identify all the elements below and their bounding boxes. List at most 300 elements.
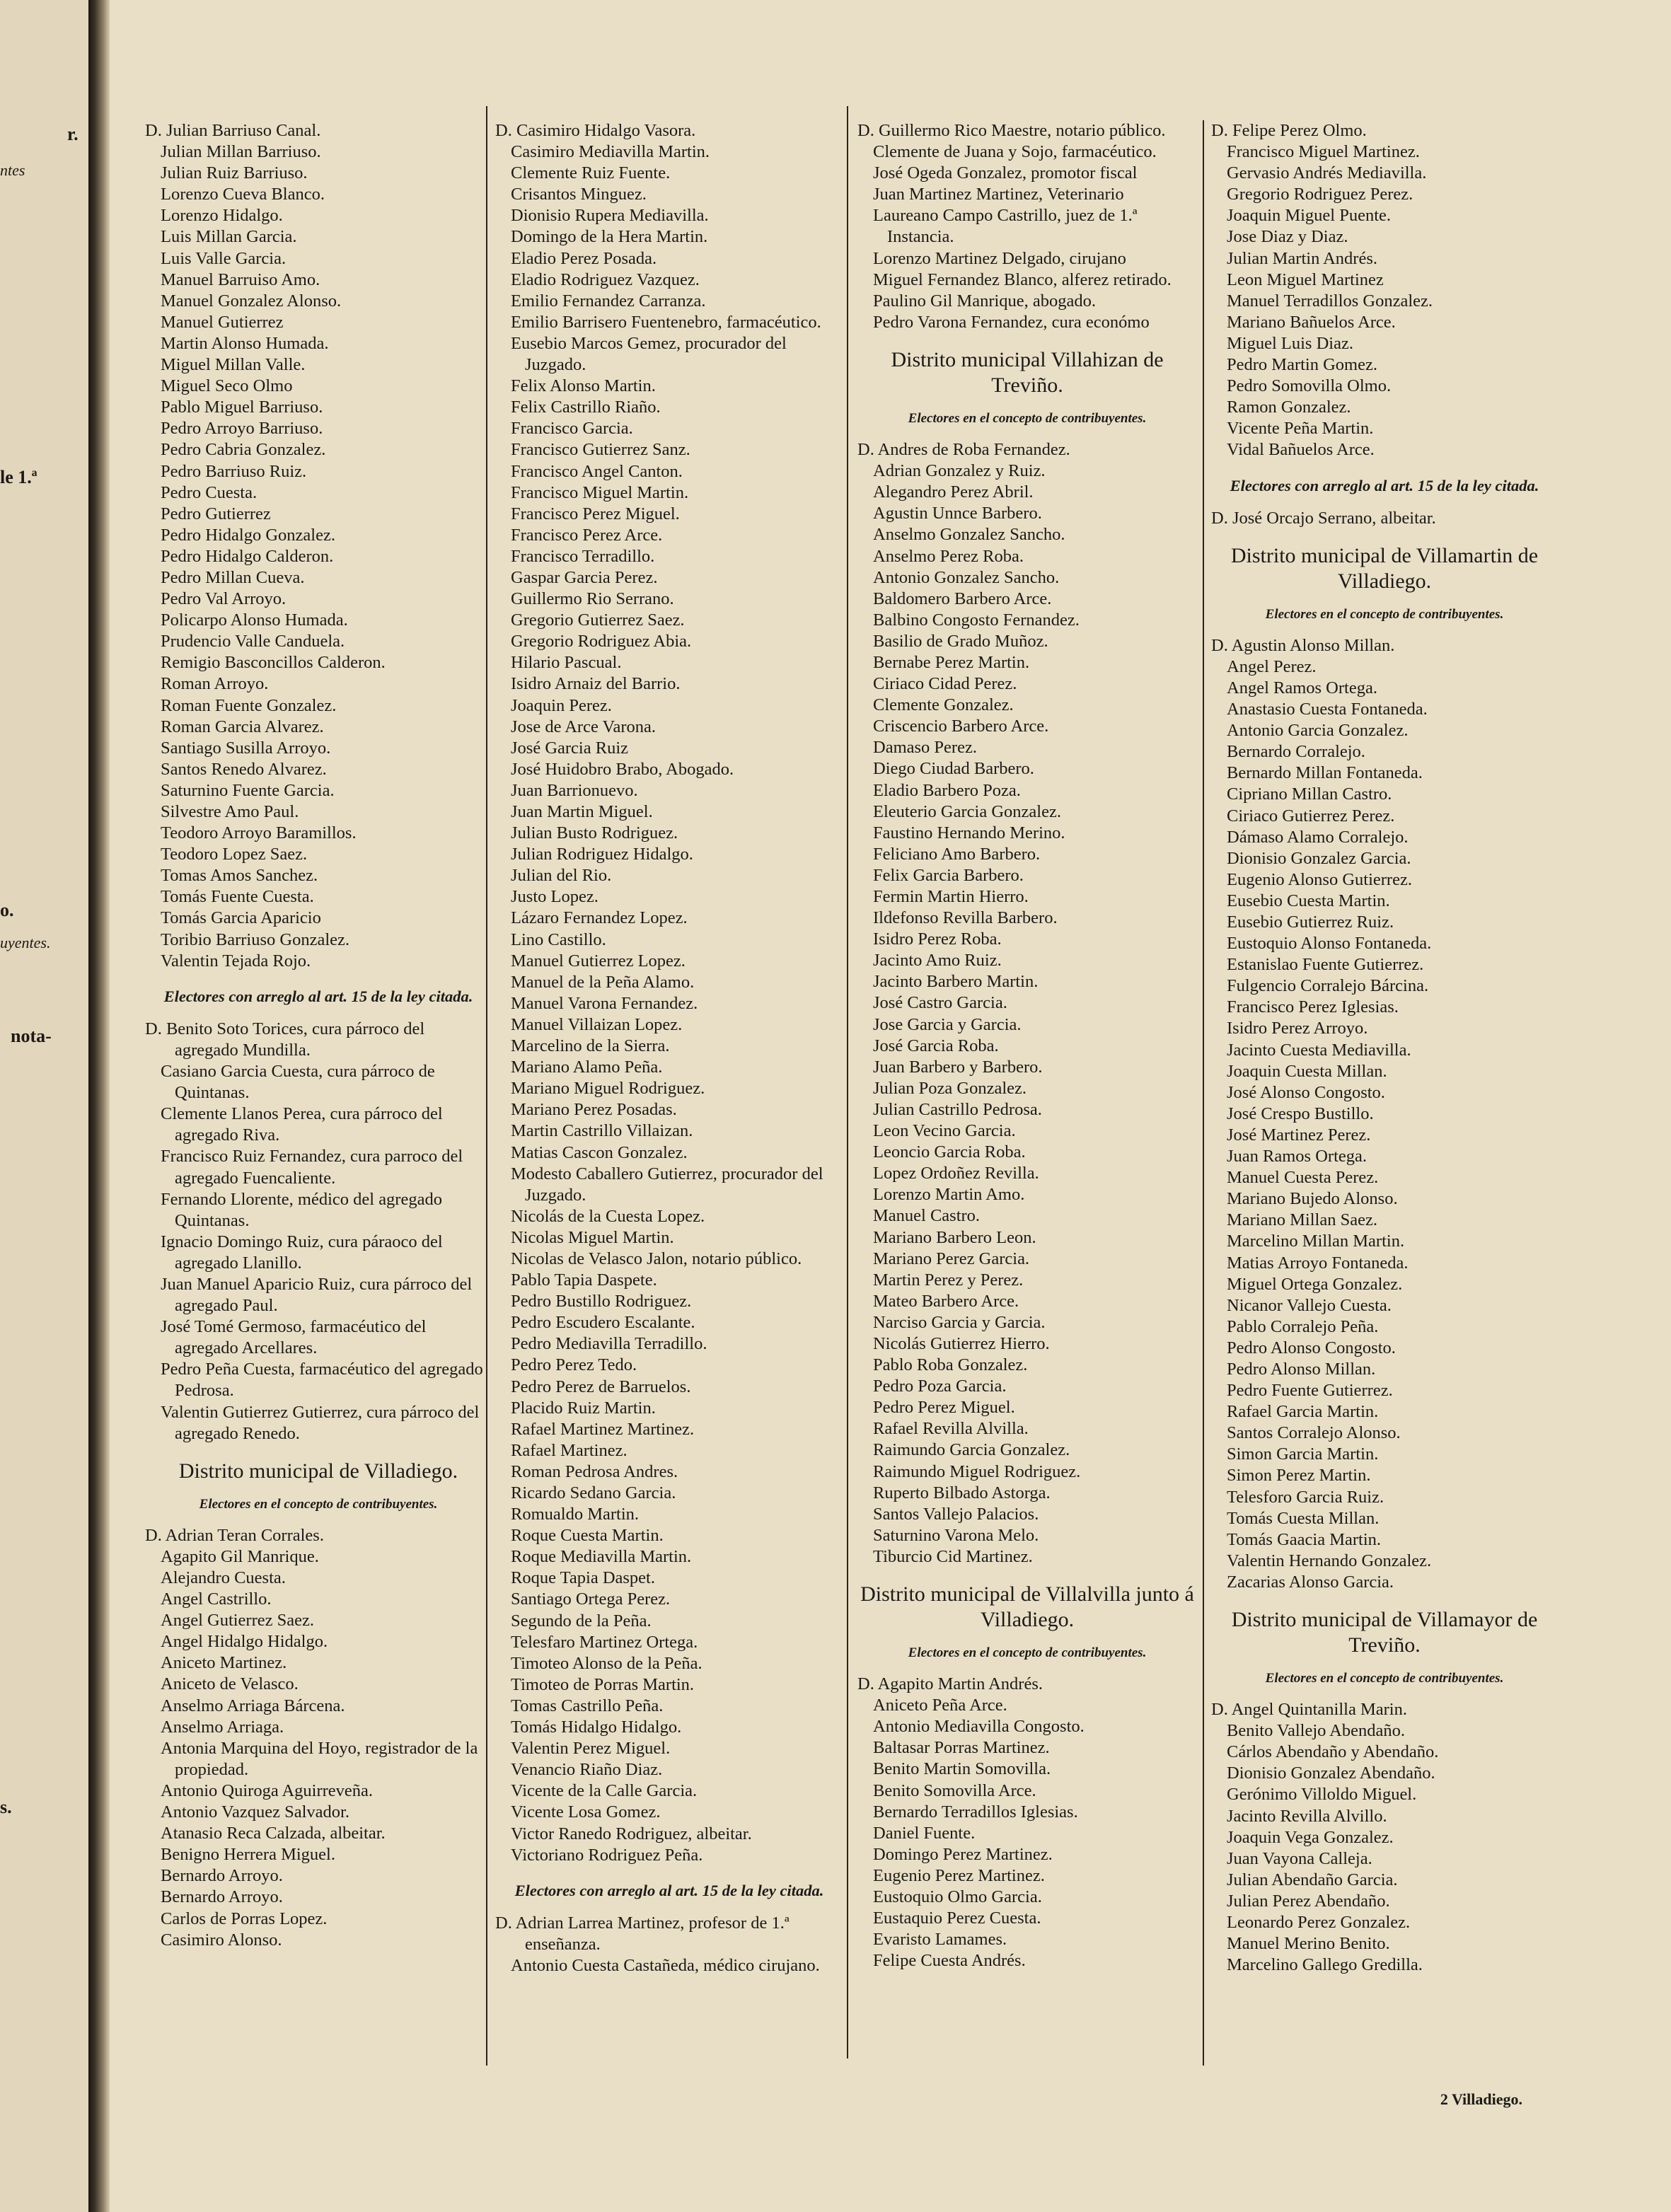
elector-entry: Eladio Rodriguez Vazquez.	[511, 270, 700, 289]
elector-entry: Manuel Cuesta Perez.	[1227, 1168, 1379, 1188]
section-heading: Electores en el concepto de contribuyentes.	[1265, 606, 1504, 622]
elector-entry: Joaquin Vega Gonzalez.	[1227, 1827, 1394, 1847]
elector-entry: D. Guillermo Rico Maestre, notario público.	[857, 121, 1166, 140]
section-heading: Electores con arreglo al art. 15 de la ley citada.	[1230, 476, 1539, 494]
elector-entry: Domingo Perez Martinez.	[873, 1844, 1053, 1864]
elector-entry: Pedro Mediavilla Terradillo.	[511, 1334, 707, 1354]
elector-entry: Simon Perez Martin.	[1227, 1466, 1371, 1486]
elector-entry: Pedro Alonso Congosto.	[1227, 1338, 1396, 1357]
elector-entry: Daniel Fuente.	[873, 1823, 976, 1843]
elector-entry: Lázaro Fernandez Lopez.	[511, 908, 688, 928]
elector-entry: Anselmo Perez Roba.	[873, 546, 1024, 566]
section-heading: Electores en el concepto de contribuyentes.	[908, 410, 1147, 426]
elector-entry: Matias Arroyo Fontaneda.	[1227, 1253, 1409, 1273]
elector-entry: Segundo de la Peña.	[511, 1611, 652, 1631]
elector-entry: Francisco Miguel Martinez.	[1227, 142, 1420, 162]
district-heading: Distrito municipal Villahizan de Treviño.	[891, 347, 1164, 397]
elector-entry: Mariano Perez Posadas.	[511, 1100, 677, 1120]
elector-entry: Julian Ruiz Barriuso.	[161, 163, 308, 183]
elector-entry: Clemente de Juana y Sojo, farmacéutico.	[873, 142, 1157, 162]
elector-entry: Vidal Bañuelos Arce.	[1227, 440, 1375, 460]
elector-entry: Pedro Cabria Gonzalez.	[161, 440, 326, 460]
elector-entry: Cipriano Millan Castro.	[1227, 784, 1392, 804]
elector-entry: Joaquin Perez.	[511, 695, 612, 715]
elector-entry: Joaquin Cuesta Millan.	[1227, 1061, 1387, 1081]
elector-entry: Bernardo Millan Fontaneda.	[1227, 763, 1423, 783]
elector-entry: Valentin Tejada Rojo.	[161, 951, 311, 971]
elector-entry: Angel Perez.	[1227, 656, 1317, 676]
elector-entry: Francisco Miguel Martin.	[511, 482, 689, 502]
elector-entry: Cárlos Abendaño y Abendaño.	[1227, 1742, 1439, 1762]
elector-entry: Eugenio Alonso Gutierrez.	[1227, 869, 1412, 889]
elector-entry: Roque Tapia Daspet.	[511, 1568, 655, 1588]
elector-entry: Bernardo Terradillos Iglesias.	[873, 1802, 1078, 1822]
elector-entry: Roque Mediavilla Martin.	[511, 1547, 692, 1567]
elector-entry: Mariano Bañuelos Arce.	[1227, 312, 1396, 332]
elector-entry: Prudencio Valle Canduela.	[161, 632, 345, 652]
elector-entry: Pedro Perez Tedo.	[511, 1355, 637, 1375]
elector-entry: Manuel Barruiso Amo.	[161, 270, 320, 289]
elector-entry: Antonia Marquina del Hoyo, registrador de la propiedad.	[161, 1738, 478, 1779]
elector-entry: Tomas Castrillo Peña.	[511, 1696, 664, 1715]
elector-entry: Benigno Herrera Miguel.	[161, 1845, 335, 1865]
elector-entry: Vicente Peña Martin.	[1227, 419, 1374, 439]
elector-entry: Nicolas Miguel Martin.	[511, 1227, 674, 1247]
elector-entry: Ciriaco Cidad Perez.	[873, 674, 1017, 694]
elector-entry: Domingo de la Hera Martin.	[511, 227, 708, 247]
elector-entry: Rafael Garcia Martin.	[1227, 1402, 1379, 1422]
elector-entry: Narciso Garcia y Garcia.	[873, 1312, 1046, 1332]
elector-entry: Alegandro Perez Abril.	[873, 482, 1034, 502]
district-heading: Distrito municipal de Villalvilla junto á Villadiego.	[860, 1582, 1194, 1631]
left-page-fragment: ntes	[0, 161, 25, 179]
elector-entry: Feliciano Amo Barbero.	[873, 844, 1041, 864]
elector-entry: Martin Castrillo Villaizan.	[511, 1121, 693, 1141]
elector-entry: Clemente Llanos Perea, cura párroco del agregado Riva.	[161, 1104, 443, 1145]
elector-entry: Mariano Miguel Rodriguez.	[511, 1079, 705, 1099]
left-page-fragment: nota-	[11, 1026, 52, 1046]
elector-entry: Fulgencio Corralejo Bárcina.	[1227, 976, 1429, 996]
elector-entry: Matias Cascon Gonzalez.	[511, 1142, 688, 1162]
elector-entry: Tomás Hidalgo Hidalgo.	[511, 1718, 682, 1737]
elector-entry: José Garcia Ruiz	[511, 738, 628, 758]
elector-entry: Gregorio Rodriguez Abia.	[511, 632, 692, 652]
elector-entry: Adrian Gonzalez y Ruiz.	[873, 461, 1046, 481]
elector-entry: Santiago Ortega Perez.	[511, 1589, 671, 1609]
elector-entry: Eladio Barbero Poza.	[873, 780, 1021, 800]
elector-entry: Pedro Val Arroyo.	[161, 589, 287, 609]
elector-entry: Pedro Martin Gomez.	[1227, 355, 1377, 375]
elector-entry: Felix Alonso Martin.	[511, 376, 656, 396]
elector-entry: Francisco Perez Iglesias.	[1227, 997, 1399, 1017]
elector-entry: Ramon Gonzalez.	[1227, 398, 1351, 417]
section-heading: Electores en el concepto de contribuyentes.	[908, 1645, 1147, 1660]
elector-entry: Jacinto Revilla Alvillo.	[1227, 1806, 1387, 1826]
elector-entry: Leon Miguel Martinez	[1227, 270, 1384, 289]
elector-entry: Clemente Ruiz Fuente.	[511, 163, 671, 183]
elector-entry: Basilio de Grado Muñoz.	[873, 631, 1048, 651]
elector-entry: Baltasar Porras Martinez.	[873, 1738, 1050, 1758]
elector-entry: Dionisio Gonzalez Garcia.	[1227, 848, 1411, 868]
elector-entry: Balbino Congosto Fernandez.	[873, 610, 1080, 630]
elector-entry: Vicente Losa Gomez.	[511, 1802, 661, 1822]
elector-entry: Pedro Escudero Escalante.	[511, 1313, 695, 1333]
elector-entry: D. Agustin Alonso Millan.	[1211, 635, 1395, 655]
elector-entry: Vicente de la Calle Garcia.	[511, 1781, 698, 1801]
elector-entry: Pedro Peña Cuesta, farmacéutico del agregado Pedrosa.	[161, 1360, 483, 1401]
elector-entry: Manuel Gutierrez	[161, 312, 284, 332]
elector-entry: Mariano Perez Garcia.	[873, 1249, 1030, 1268]
elector-entry: Lorenzo Martin Amo.	[873, 1185, 1025, 1205]
adjacent-left-page	[0, 0, 88, 2212]
elector-entry: Casimiro Alonso.	[161, 1930, 282, 1950]
elector-entry: Baldomero Barbero Arce.	[873, 589, 1052, 608]
elector-entry: Crisantos Minguez.	[511, 185, 647, 204]
elector-entry: Juan Martinez Martinez, Veterinario	[873, 185, 1124, 204]
elector-entry: Santos Vallejo Palacios.	[873, 1504, 1039, 1524]
elector-entry: Jose de Arce Varona.	[511, 717, 657, 736]
column-3	[857, 120, 1197, 1971]
elector-entry: Antonio Vazquez Salvador.	[161, 1802, 349, 1822]
elector-entry: Pablo Corralejo Peña.	[1227, 1316, 1379, 1336]
elector-entry: Angel Hidalgo Hidalgo.	[161, 1632, 328, 1652]
elector-entry: Simon Garcia Martin.	[1227, 1444, 1379, 1464]
elector-entry: Antonio Garcia Gonzalez.	[1227, 721, 1409, 741]
elector-entry: Marcelino Millan Martin.	[1227, 1232, 1405, 1251]
column-rule	[847, 106, 848, 2058]
elector-entry: Antonio Cuesta Castañeda, médico cirujano.	[511, 1955, 820, 1975]
elector-entry: Angel Ramos Ortega.	[1227, 678, 1377, 697]
elector-entry: Carlos de Porras Lopez.	[161, 1909, 328, 1928]
elector-entry: Policarpo Alonso Humada.	[161, 610, 348, 630]
elector-entry: Pedro Perez Miguel.	[873, 1398, 1015, 1418]
elector-entry: Bernardo Arroyo.	[161, 1887, 283, 1907]
elector-entry: Roman Fuente Gonzalez.	[161, 695, 337, 715]
elector-entry: Rafael Martinez Martinez.	[511, 1419, 695, 1439]
district-heading: Distrito municipal de Villamayor de Treviño.	[1231, 1608, 1538, 1657]
elector-entry: Julian Castrillo Pedrosa.	[873, 1099, 1042, 1119]
elector-entry: Tomás Cuesta Millan.	[1227, 1508, 1380, 1528]
elector-entry: D. José Orcajo Serrano, albeitar.	[1211, 508, 1436, 528]
elector-entry: Pedro Gutierrez	[161, 504, 271, 523]
elector-entry: Pablo Roba Gonzalez.	[873, 1355, 1028, 1375]
elector-entry: Telesfaro Martinez Ortega.	[511, 1632, 698, 1652]
elector-entry: Aniceto Martinez.	[161, 1653, 287, 1673]
elector-entry: Laureano Campo Castrillo, juez de 1.ª Instancia.	[873, 206, 1138, 247]
elector-entry: Pedro Hidalgo Calderon.	[161, 546, 334, 566]
section-heading: Electores en el concepto de contribuyentes.	[1265, 1671, 1504, 1686]
elector-entry: José Tomé Germoso, farmacéutico del agregado Arcellares.	[161, 1317, 427, 1358]
elector-entry: Francisco Angel Canton.	[511, 461, 683, 481]
elector-entry: Angel Castrillo.	[161, 1589, 272, 1609]
elector-entry: Julian Poza Gonzalez.	[873, 1078, 1027, 1098]
elector-entry: Saturnino Fuente Garcia.	[161, 780, 335, 800]
elector-entry: Francisco Perez Arce.	[511, 525, 663, 545]
elector-entry: Leonardo Perez Gonzalez.	[1227, 1913, 1411, 1933]
elector-entry: D. Julian Barriuso Canal.	[145, 121, 321, 140]
elector-entry: Pedro Bustillo Rodriguez.	[511, 1292, 692, 1311]
elector-entry: Timoteo de Porras Martin.	[511, 1674, 695, 1694]
elector-entry: Eustoquio Olmo Garcia.	[873, 1887, 1042, 1907]
elector-entry: Eusebio Cuesta Martin.	[1227, 891, 1390, 910]
elector-entry: Santiago Susilla Arroyo.	[161, 738, 331, 758]
elector-entry: Raimundo Garcia Gonzalez.	[873, 1440, 1070, 1460]
elector-entry: Miguel Millan Valle.	[161, 355, 306, 375]
elector-entry: Felix Castrillo Riaño.	[511, 398, 661, 417]
elector-entry: Francisco Gutierrez Sanz.	[511, 440, 690, 460]
elector-entry: Miguel Seco Olmo	[161, 376, 293, 396]
elector-entry: Rafael Revilla Alvilla.	[873, 1419, 1029, 1439]
elector-entry: D. Felipe Perez Olmo.	[1211, 121, 1367, 140]
elector-entry: Eleuterio Garcia Gonzalez.	[873, 801, 1061, 821]
elector-entry: Benito Vallejo Abendaño.	[1227, 1721, 1405, 1741]
elector-entry: Martin Perez y Perez.	[873, 1270, 1024, 1290]
elector-entry: Eusebio Gutierrez Ruiz.	[1227, 913, 1394, 932]
section-heading: Electores en el concepto de contribuyentes.	[199, 1496, 438, 1512]
elector-entry: Gregorio Rodriguez Perez.	[1227, 185, 1413, 204]
elector-entry: Francisco Terradillo.	[511, 546, 655, 566]
elector-entry: Anastasio Cuesta Fontaneda.	[1227, 700, 1428, 719]
elector-entry: Ciriaco Gutierrez Perez.	[1227, 806, 1395, 826]
elector-entry: Antonio Gonzalez Sancho.	[873, 567, 1060, 587]
elector-entry: Nicolas de Velasco Jalon, notario público.	[511, 1249, 802, 1268]
elector-entry: Mariano Alamo Peña.	[511, 1058, 663, 1077]
elector-entry: Anselmo Gonzalez Sancho.	[873, 525, 1065, 545]
elector-entry: Pedro Hidalgo Gonzalez.	[161, 525, 335, 545]
elector-entry: D. Andres de Roba Fernandez.	[857, 440, 1070, 460]
elector-entry: Casiano Garcia Cuesta, cura párroco de Quintanas.	[161, 1062, 435, 1103]
left-page-fragment: o.	[0, 900, 14, 920]
elector-entry: Manuel Terradillos Gonzalez.	[1227, 291, 1433, 311]
elector-entry: José Garcia Roba.	[873, 1036, 999, 1055]
elector-entry: Pablo Miguel Barriuso.	[161, 398, 323, 417]
elector-entry: Julian Abendaño Garcia.	[1227, 1870, 1398, 1889]
elector-entry: Justo Lopez.	[511, 887, 599, 907]
elector-entry: Santos Corralejo Alonso.	[1227, 1423, 1401, 1443]
elector-entry: José Ogeda Gonzalez, promotor fiscal	[873, 163, 1138, 183]
elector-entry: Zacarias Alonso Garcia.	[1227, 1572, 1394, 1592]
elector-entry: Luis Millan Garcia.	[161, 227, 297, 247]
column-1	[145, 120, 492, 1951]
elector-entry: Evaristo Lamames.	[873, 1930, 1007, 1950]
elector-entry: Jacinto Amo Ruiz.	[873, 951, 1002, 971]
elector-entry: Isidro Arnaiz del Barrio.	[511, 674, 681, 694]
elector-entry: Antonio Quiroga Aguirreveña.	[161, 1780, 374, 1800]
elector-entry: Manuel de la Peña Alamo.	[511, 972, 695, 992]
book-gutter	[88, 0, 110, 2212]
elector-entry: Manuel Gutierrez Lopez.	[511, 951, 686, 971]
elector-entry: Agapito Gil Manrique.	[161, 1546, 319, 1566]
elector-entry: Victor Ranedo Rodriguez, albeitar.	[511, 1824, 752, 1843]
elector-entry: Hilario Pascual.	[511, 653, 622, 673]
elector-entry: Fernando Llorente, médico del agregado Quintanas.	[161, 1189, 442, 1230]
elector-entry: Manuel Varona Fernandez.	[511, 993, 698, 1013]
elector-entry: Isidro Perez Roba.	[873, 930, 1002, 949]
elector-entry: Gerónimo Villoldo Miguel.	[1227, 1785, 1417, 1805]
elector-entry: Lorenzo Hidalgo.	[161, 206, 283, 226]
elector-entry: Tomás Garcia Aparicio	[161, 908, 321, 928]
elector-entry: Nicolás de la Cuesta Lopez.	[511, 1206, 705, 1226]
elector-entry: Dionisio Gonzalez Abendaño.	[1227, 1764, 1435, 1783]
elector-entry: Pedro Somovilla Olmo.	[1227, 376, 1392, 396]
elector-entry: Casimiro Mediavilla Martin.	[511, 142, 710, 162]
elector-entry: Mateo Barbero Arce.	[873, 1291, 1019, 1311]
elector-entry: Lorenzo Martinez Delgado, cirujano	[873, 248, 1126, 268]
elector-entry: Pedro Varona Fernandez, cura económo	[873, 312, 1150, 332]
elector-entry: Eladio Perez Posada.	[511, 248, 657, 268]
elector-entry: Francisco Garcia.	[511, 419, 633, 439]
elector-entry: Juan Barbero y Barbero.	[873, 1057, 1043, 1077]
elector-entry: Raimundo Miguel Rodriguez.	[873, 1461, 1081, 1481]
elector-entry: Marcelino de la Sierra.	[511, 1036, 670, 1056]
elector-entry: José Huidobro Brabo, Abogado.	[511, 759, 734, 779]
elector-entry: Timoteo Alonso de la Peña.	[511, 1653, 702, 1673]
elector-entry: Guillermo Rio Serrano.	[511, 589, 674, 609]
elector-entry: Julian Busto Rodriguez.	[511, 823, 678, 843]
elector-entry: Telesforo Garcia Ruiz.	[1227, 1487, 1384, 1507]
elector-entry: Lopez Ordoñez Revilla.	[873, 1164, 1039, 1183]
elector-entry: Francisco Ruiz Fernandez, cura parroco del agregado Fuencaliente.	[161, 1147, 463, 1188]
elector-entry: Pablo Tapia Daspete.	[511, 1270, 657, 1290]
elector-entry: Emilio Barrisero Fuentenebro, farmacéutico.	[511, 312, 821, 332]
elector-entry: Jose Garcia y Garcia.	[873, 1014, 1022, 1034]
elector-entry: Mariano Millan Saez.	[1227, 1210, 1377, 1230]
elector-entry: Miguel Fernandez Blanco, alferez retirado.	[873, 270, 1172, 289]
elector-entry: Teodoro Lopez Saez.	[161, 845, 308, 864]
elector-entry: Tomás Fuente Cuesta.	[161, 887, 314, 907]
elector-entry: Joaquin Miguel Puente.	[1227, 206, 1392, 226]
elector-entry: Bernardo Arroyo.	[161, 1866, 283, 1886]
elector-entry: Paulino Gil Manrique, abogado.	[873, 291, 1097, 311]
elector-entry: Nicolás Gutierrez Hierro.	[873, 1333, 1050, 1353]
elector-entry: Gregorio Gutierrez Saez.	[511, 610, 685, 630]
elector-entry: José Alonso Congosto.	[1227, 1082, 1385, 1102]
elector-entry: Ildefonso Revilla Barbero.	[873, 908, 1058, 928]
section-heading: Electores con arreglo al art. 15 de la ley citada.	[163, 987, 473, 1005]
column-rule	[1203, 120, 1204, 2066]
elector-entry: Marcelino Gallego Gredilla.	[1227, 1955, 1423, 1975]
elector-entry: Fermin Martin Hierro.	[873, 887, 1029, 906]
elector-entry: Mariano Bujedo Alonso.	[1227, 1189, 1398, 1209]
elector-entry: Juan Ramos Ortega.	[1227, 1147, 1367, 1166]
elector-entry: Dionisio Rupera Mediavilla.	[511, 206, 709, 226]
elector-entry: D. Casimiro Hidalgo Vasora.	[495, 121, 696, 140]
left-page-fragment: r.	[67, 124, 79, 144]
elector-entry: Felipe Cuesta Andrés.	[873, 1951, 1026, 1971]
elector-entry: D. Benito Soto Torices, cura párroco del agregado Mundilla.	[145, 1019, 425, 1060]
elector-entry: Pedro Alonso Millan.	[1227, 1359, 1376, 1379]
elector-entry: Gaspar Garcia Perez.	[511, 567, 658, 587]
left-page-fragment: uyentes.	[0, 934, 51, 951]
elector-entry: Nicanor Vallejo Cuesta.	[1227, 1295, 1392, 1315]
elector-entry: D. Angel Quintanilla Marin.	[1211, 1700, 1407, 1720]
district-heading: Distrito municipal de Villadiego.	[178, 1459, 458, 1483]
elector-entry: Jacinto Barbero Martin.	[873, 972, 1039, 992]
elector-entry: Manuel Villaizan Lopez.	[511, 1014, 683, 1034]
elector-entry: Silvestre Amo Paul.	[161, 802, 299, 821]
elector-entry: Placido Ruiz Martin.	[511, 1398, 656, 1418]
elector-entry: Ricardo Sedano Garcia.	[511, 1483, 676, 1502]
elector-entry: Manuel Castro.	[873, 1206, 981, 1226]
elector-entry: Jose Diaz y Diaz.	[1227, 227, 1348, 247]
elector-entry: Julian Rodriguez Hidalgo.	[511, 845, 693, 864]
elector-entry: Remigio Basconcillos Calderon.	[161, 653, 386, 673]
elector-entry: Rafael Martinez.	[511, 1440, 628, 1460]
elector-entry: Emilio Fernandez Carranza.	[511, 291, 706, 311]
elector-entry: Romualdo Martin.	[511, 1505, 640, 1524]
elector-entry: Miguel Luis Diaz.	[1227, 333, 1353, 353]
elector-entry: Leon Vecino Garcia.	[873, 1121, 1016, 1141]
elector-entry: Valentin Gutierrez Gutierrez, cura párroco del agregado Renedo.	[161, 1402, 480, 1443]
elector-entry: Tomas Amos Sanchez.	[161, 866, 318, 886]
elector-entry: Julian Martin Andrés.	[1227, 248, 1377, 268]
district-heading: Distrito municipal de Villamartin de Villadiego.	[1230, 543, 1539, 593]
elector-entry: Lorenzo Cueva Blanco.	[161, 185, 325, 204]
elector-entry: Dámaso Alamo Corralejo.	[1227, 827, 1409, 847]
elector-entry: Julian Millan Barriuso.	[161, 142, 321, 162]
elector-entry: Angel Gutierrez Saez.	[161, 1611, 314, 1631]
elector-entry: Antonio Mediavilla Congosto.	[873, 1717, 1085, 1737]
elector-entry: D. Adrian Teran Corrales.	[145, 1525, 324, 1545]
elector-entry: Roman Arroyo.	[161, 674, 269, 694]
elector-entry: Julian del Rio.	[511, 866, 612, 886]
elector-entry: Criscencio Barbero Arce.	[873, 717, 1049, 736]
elector-entry: Francisco Perez Miguel.	[511, 504, 680, 523]
elector-entry: Tiburcio Cid Martinez.	[873, 1546, 1033, 1566]
page-footer: 2 Villadiego.	[1440, 2090, 1522, 2108]
elector-entry: Aniceto de Velasco.	[161, 1674, 299, 1694]
elector-entry: Eustoquio Alonso Fontaneda.	[1227, 934, 1432, 954]
elector-entry: Santos Renedo Alvarez.	[161, 759, 327, 779]
elector-entry: Pedro Poza Garcia.	[873, 1377, 1007, 1396]
elector-entry: Mariano Barbero Leon.	[873, 1227, 1036, 1247]
elector-entry: Miguel Ortega Gonzalez.	[1227, 1274, 1403, 1294]
elector-entry: Felix Garcia Barbero.	[873, 865, 1024, 885]
elector-entry: Juan Vayona Calleja.	[1227, 1848, 1372, 1868]
elector-entry: Benito Somovilla Arce.	[873, 1780, 1036, 1800]
elector-entry: José Castro Garcia.	[873, 993, 1007, 1013]
elector-entry: Eugenio Perez Martinez.	[873, 1865, 1045, 1885]
elector-entry: Juan Manuel Aparicio Ruiz, cura párroco del agregado Paul.	[161, 1274, 473, 1316]
elector-entry: D. Adrian Larrea Martinez, profesor de 1.ª enseñanza.	[495, 1913, 790, 1954]
elector-entry: Victoriano Rodriguez Peña.	[511, 1845, 703, 1865]
elector-entry: Pedro Millan Cueva.	[161, 567, 305, 587]
elector-entry: D. Agapito Martin Andrés.	[857, 1674, 1043, 1694]
elector-entry: Aniceto Peña Arce.	[873, 1696, 1007, 1715]
elector-entry: Eustaquio Perez Cuesta.	[873, 1909, 1041, 1928]
elector-entry: Clemente Gonzalez.	[873, 695, 1014, 715]
elector-entry: Ignacio Domingo Ruiz, cura páraoco del agregado Llanillo.	[161, 1232, 443, 1273]
elector-entry: Benito Martin Somovilla.	[873, 1759, 1051, 1779]
elector-entry: Modesto Caballero Gutierrez, procurador del Juzgado.	[511, 1164, 823, 1205]
section-heading: Electores con arreglo al art. 15 de la ley citada.	[514, 1881, 824, 1899]
elector-entry: Julian Perez Abendaño.	[1227, 1891, 1390, 1911]
column-4	[1211, 120, 1558, 1976]
elector-entry: Pedro Fuente Gutierrez.	[1227, 1381, 1393, 1401]
elector-entry: Manuel Gonzalez Alonso.	[161, 291, 342, 311]
column-2	[495, 120, 843, 1976]
elector-entry: Bernabe Perez Martin.	[873, 652, 1030, 672]
elector-entry: Pedro Arroyo Barriuso.	[161, 419, 323, 439]
elector-entry: Manuel Merino Benito.	[1227, 1934, 1390, 1954]
elector-entry: Agustin Unnce Barbero.	[873, 504, 1042, 523]
elector-entry: Bernardo Corralejo.	[1227, 742, 1365, 762]
elector-entry: Gervasio Andrés Mediavilla.	[1227, 163, 1427, 183]
elector-entry: Pedro Barriuso Ruiz.	[161, 461, 307, 481]
elector-entry: José Crespo Bustillo.	[1227, 1104, 1374, 1123]
elector-entry: Valentin Perez Miguel.	[511, 1739, 671, 1759]
elector-entry: Leoncio Garcia Roba.	[873, 1142, 1026, 1162]
